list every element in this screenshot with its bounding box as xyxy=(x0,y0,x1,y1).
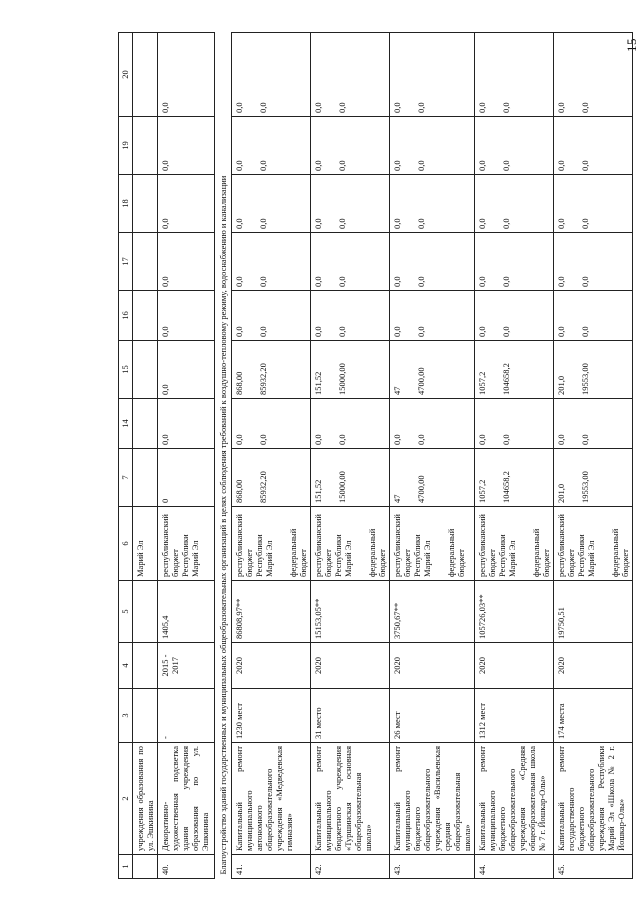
amount-c20-line: 0,0 xyxy=(234,102,244,113)
amount-c14-line: 0,0 xyxy=(313,434,323,445)
amount-c17 xyxy=(158,233,215,291)
amount-c19 xyxy=(311,117,390,175)
amount-c7 xyxy=(232,449,311,507)
amount-c20 xyxy=(133,33,158,117)
amount-c17 xyxy=(390,233,475,291)
capacity: 1312 мест xyxy=(475,689,554,743)
amount-c17-line: 0,0 xyxy=(416,276,426,287)
col-number: 16 xyxy=(119,291,133,341)
col-number: 14 xyxy=(119,399,133,449)
amount-c16 xyxy=(311,291,390,341)
object-name: Капитальный ремонт муниципального бюджетного учреждения «Туршинская основная общеобразовательная школа» xyxy=(311,743,390,855)
amount-c15-line: 0,0 xyxy=(160,384,170,395)
amount-c20 xyxy=(554,33,633,117)
amount-c16 xyxy=(390,291,475,341)
amount-c14 xyxy=(311,399,390,449)
implementation-years: 2015 - 2017 xyxy=(158,643,215,689)
section-heading: Благоустройство зданий государственных и муниципальных общеобразовательных организаций в целях соблюдения требований к воздушно-тепловому режиму, водоснабжению и канализации xyxy=(215,33,232,879)
amount-c16 xyxy=(158,291,215,341)
amount-c18-line: 0,0 xyxy=(392,218,402,229)
amount-c15-line: 85932,20 xyxy=(258,363,268,395)
estimated-cost xyxy=(133,581,158,643)
amount-c19-line: 0,0 xyxy=(258,160,268,171)
funding-source-line: федеральный бюджет xyxy=(367,528,387,577)
page-number: 15 xyxy=(624,38,639,52)
table-row xyxy=(133,33,158,879)
amount-c19 xyxy=(158,117,215,175)
funding-source xyxy=(554,507,633,581)
amount-c7-line: 85932,20 xyxy=(258,471,268,503)
amount-c16-line: 0,0 xyxy=(258,326,268,337)
funding-source xyxy=(158,507,215,581)
funding-source xyxy=(311,507,390,581)
amount-c7-line: 15000,00 xyxy=(337,471,347,503)
col-number: 19 xyxy=(119,117,133,175)
amount-c14 xyxy=(133,399,158,449)
object-name: учреждения образования по ул. Эшкинина xyxy=(133,743,158,855)
amount-c17 xyxy=(232,233,311,291)
amount-c16-line: 0,0 xyxy=(337,326,347,337)
amount-c14-line: 0,0 xyxy=(477,434,487,445)
amount-c19-line: 0,0 xyxy=(313,160,323,171)
amount-c18 xyxy=(158,175,215,233)
amount-c14-line: 0,0 xyxy=(258,434,268,445)
col-number: 3 xyxy=(119,689,133,743)
amount-c19-line: 0,0 xyxy=(337,160,347,171)
col-number: 6 xyxy=(119,507,133,581)
capacity: 1230 мест xyxy=(232,689,311,743)
funding-source xyxy=(475,507,554,581)
amount-c18-line: 0,0 xyxy=(160,218,170,229)
object-name: Капитальный ремонт государственного бюджетного общеобразовательного учреждения Республики Марий Эл «Школа № 2 г. Йошкар-Олы» xyxy=(554,743,633,855)
estimated-cost: 15153,05** xyxy=(311,581,390,643)
col-number: 17 xyxy=(119,233,133,291)
amount-c7-line: 201,0 xyxy=(556,483,566,503)
funding-source-line: республиканский бюджет Республики Марий Эл xyxy=(392,514,432,577)
amount-c18-line: 0,0 xyxy=(337,218,347,229)
table-row xyxy=(158,33,215,879)
funding-source-line: федеральный бюджет xyxy=(446,528,466,577)
amount-c15-line: 47 xyxy=(392,386,402,395)
col-number: 2 xyxy=(119,743,133,855)
implementation-years: 2020 xyxy=(475,643,554,689)
amount-c14-line: 0,0 xyxy=(392,434,402,445)
amount-c14-line: 0,0 xyxy=(337,434,347,445)
row-number: 44. xyxy=(475,855,554,879)
amount-c17-line: 0,0 xyxy=(477,276,487,287)
estimated-cost: 19750,51 xyxy=(554,581,633,643)
amount-c16-line: 0,0 xyxy=(477,326,487,337)
implementation-years xyxy=(133,643,158,689)
amount-c7 xyxy=(311,449,390,507)
funding-source-line: республиканский бюджет Республики Марий Эл xyxy=(234,514,274,577)
capacity: 174 места xyxy=(554,689,633,743)
amount-c16-line: 0,0 xyxy=(556,326,566,337)
amount-c19-line: 0,0 xyxy=(477,160,487,171)
amount-c15-line: 151,52 xyxy=(313,371,323,395)
amount-c20-line: 0,0 xyxy=(160,102,170,113)
amount-c19 xyxy=(475,117,554,175)
amount-c20-line: 0,0 xyxy=(501,102,511,113)
amount-c16 xyxy=(232,291,311,341)
capacity: 31 место xyxy=(311,689,390,743)
amount-c19 xyxy=(133,117,158,175)
amount-c15-line: 4700,00 xyxy=(416,367,426,395)
amount-c7 xyxy=(554,449,633,507)
amount-c20 xyxy=(390,33,475,117)
amount-c7-line: 19553,00 xyxy=(580,471,590,503)
col-number: 18 xyxy=(119,175,133,233)
amount-c14 xyxy=(554,399,633,449)
amount-c18-line: 0,0 xyxy=(416,218,426,229)
amount-c19-line: 0,0 xyxy=(234,160,244,171)
amount-c19-line: 0,0 xyxy=(580,160,590,171)
amount-c20 xyxy=(158,33,215,117)
amount-c20-line: 0,0 xyxy=(337,102,347,113)
amount-c20-line: 0,0 xyxy=(556,102,566,113)
program-table xyxy=(118,32,633,879)
amount-c18 xyxy=(311,175,390,233)
funding-source-line: федеральный бюджет xyxy=(610,528,630,577)
amount-c16 xyxy=(554,291,633,341)
amount-c16-line: 0,0 xyxy=(313,326,323,337)
amount-c7-line: 104658,2 xyxy=(501,471,511,503)
amount-c18-line: 0,0 xyxy=(234,218,244,229)
amount-c14-line: 0,0 xyxy=(416,434,426,445)
row-number: 43. xyxy=(390,855,475,879)
row-number: 42. xyxy=(311,855,390,879)
amount-c15 xyxy=(390,341,475,399)
amount-c7-line: 4700,00 xyxy=(416,475,426,503)
capacity: 26 мест xyxy=(390,689,475,743)
amount-c7 xyxy=(158,449,215,507)
amount-c15 xyxy=(554,341,633,399)
amount-c7 xyxy=(390,449,475,507)
amount-c19 xyxy=(554,117,633,175)
amount-c18 xyxy=(390,175,475,233)
amount-c7-line: 868,00 xyxy=(234,479,244,503)
table-row xyxy=(554,33,633,879)
amount-c19-line: 0,0 xyxy=(556,160,566,171)
amount-c20-line: 0,0 xyxy=(392,102,402,113)
col-number: 5 xyxy=(119,581,133,643)
funding-source xyxy=(133,507,158,581)
amount-c14-line: 0,0 xyxy=(580,434,590,445)
amount-c19-line: 0,0 xyxy=(392,160,402,171)
funding-source xyxy=(232,507,311,581)
amount-c17-line: 0,0 xyxy=(337,276,347,287)
amount-c19-line: 0,0 xyxy=(501,160,511,171)
amount-c17-line: 0,0 xyxy=(234,276,244,287)
estimated-cost: 86808,97** xyxy=(232,581,311,643)
amount-c16 xyxy=(475,291,554,341)
amount-c7-line: 0 xyxy=(160,498,170,503)
rotated-table-page xyxy=(118,33,630,879)
amount-c14 xyxy=(232,399,311,449)
amount-c18-line: 0,0 xyxy=(580,218,590,229)
amount-c16-line: 0,0 xyxy=(501,326,511,337)
row-number: 40. xyxy=(158,855,215,879)
row-number: 45. xyxy=(554,855,633,879)
row-number xyxy=(133,855,158,879)
amount-c7 xyxy=(475,449,554,507)
amount-c18-line: 0,0 xyxy=(477,218,487,229)
funding-source-line: республиканский бюджет Республики Марий Эл xyxy=(477,514,517,577)
amount-c20 xyxy=(475,33,554,117)
amount-c20-line: 0,0 xyxy=(477,102,487,113)
implementation-years: 2020 xyxy=(390,643,475,689)
amount-c18 xyxy=(554,175,633,233)
funding-source-line: республиканский бюджет Республики Марий Эл xyxy=(313,514,353,577)
amount-c18 xyxy=(133,175,158,233)
amount-c20 xyxy=(311,33,390,117)
estimated-cost: 1405,4 xyxy=(158,581,215,643)
amount-c15 xyxy=(232,341,311,399)
amount-c7-line: 47 xyxy=(392,494,402,503)
amount-c14-line: 0,0 xyxy=(234,434,244,445)
capacity xyxy=(133,689,158,743)
amount-c14 xyxy=(390,399,475,449)
amount-c17-line: 0,0 xyxy=(392,276,402,287)
amount-c17 xyxy=(554,233,633,291)
amount-c20-line: 0,0 xyxy=(313,102,323,113)
object-name: Капитальный ремонт муниципального бюджетного общеобразовательного учреждения «Васильевская средняя общеобразовательная школа» xyxy=(390,743,475,855)
amount-c17-line: 0,0 xyxy=(556,276,566,287)
amount-c15 xyxy=(475,341,554,399)
col-number: 1 xyxy=(119,855,133,879)
amount-c18-line: 0,0 xyxy=(556,218,566,229)
amount-c17 xyxy=(311,233,390,291)
table-row xyxy=(311,33,390,879)
amount-c19 xyxy=(232,117,311,175)
funding-source xyxy=(390,507,475,581)
amount-c14 xyxy=(475,399,554,449)
object-name: Декоративно-художественная подсветка здания учреждения образования по ул. Эшкинина xyxy=(158,743,215,855)
amount-c16-line: 0,0 xyxy=(234,326,244,337)
amount-c17 xyxy=(133,233,158,291)
amount-c20 xyxy=(232,33,311,117)
amount-c18-line: 0,0 xyxy=(501,218,511,229)
amount-c16-line: 0,0 xyxy=(416,326,426,337)
amount-c18 xyxy=(232,175,311,233)
amount-c15-line: 104658,2 xyxy=(501,363,511,395)
amount-c7-line: 151,52 xyxy=(313,479,323,503)
col-number: 7 xyxy=(119,449,133,507)
implementation-years: 2020 xyxy=(232,643,311,689)
amount-c14 xyxy=(158,399,215,449)
implementation-years: 2020 xyxy=(554,643,633,689)
funding-source-line: федеральный бюджет xyxy=(288,528,308,577)
amount-c16-line: 0,0 xyxy=(160,326,170,337)
table-row xyxy=(475,33,554,879)
amount-c7 xyxy=(133,449,158,507)
amount-c20-line: 0,0 xyxy=(258,102,268,113)
amount-c19-line: 0,0 xyxy=(416,160,426,171)
amount-c15-line: 15000,00 xyxy=(337,363,347,395)
table-row xyxy=(232,33,311,879)
amount-c14-line: 0,0 xyxy=(556,434,566,445)
implementation-years: 2020 xyxy=(311,643,390,689)
amount-c19-line: 0,0 xyxy=(160,160,170,171)
estimated-cost: 3750,67** xyxy=(390,581,475,643)
amount-c15-line: 1057,2 xyxy=(477,371,487,395)
amount-c16 xyxy=(133,291,158,341)
estimated-cost: 105726,03** xyxy=(475,581,554,643)
col-number: 20 xyxy=(119,33,133,117)
amount-c17-line: 0,0 xyxy=(313,276,323,287)
table-row xyxy=(390,33,475,879)
amount-c15 xyxy=(311,341,390,399)
object-name: Капитальный ремонт муниципального бюджетного общеобразовательного учреждения «Средняя общеобразовательная школа № 7 г. Йошкар-Олы» xyxy=(475,743,554,855)
amount-c16-line: 0,0 xyxy=(392,326,402,337)
amount-c18 xyxy=(475,175,554,233)
amount-c18-line: 0,0 xyxy=(313,218,323,229)
amount-c14-line: 0,0 xyxy=(160,434,170,445)
amount-c18-line: 0,0 xyxy=(258,218,268,229)
amount-c16-line: 0,0 xyxy=(580,326,590,337)
amount-c17-line: 0,0 xyxy=(258,276,268,287)
row-number: 41. xyxy=(232,855,311,879)
amount-c17-line: 0,0 xyxy=(160,276,170,287)
funding-source-line: Марий Эл xyxy=(135,540,145,577)
amount-c15-line: 19553,00 xyxy=(580,363,590,395)
amount-c17-line: 0,0 xyxy=(580,276,590,287)
funding-source-line: республиканский бюджет Республики Марий Эл xyxy=(160,514,200,577)
amount-c15-line: 201,0 xyxy=(556,375,566,395)
col-number: 15 xyxy=(119,341,133,399)
amount-c17-line: 0,0 xyxy=(501,276,511,287)
amount-c15-line: 868,00 xyxy=(234,371,244,395)
col-number: 4 xyxy=(119,643,133,689)
funding-source-line: федеральный бюджет xyxy=(531,528,551,577)
amount-c20-line: 0,0 xyxy=(416,102,426,113)
capacity: - xyxy=(158,689,215,743)
amount-c20-line: 0,0 xyxy=(580,102,590,113)
amount-c7-line: 1057,2 xyxy=(477,479,487,503)
section-row xyxy=(215,33,232,879)
funding-source-line: республиканский бюджет Республики Марий Эл xyxy=(556,514,596,577)
amount-c17 xyxy=(475,233,554,291)
object-name: Капитальный ремонт муниципального автономного общеобразовательного учреждения «Медведевская гимназия» xyxy=(232,743,311,855)
amount-c14-line: 0,0 xyxy=(501,434,511,445)
column-number-row xyxy=(119,33,133,879)
amount-c15 xyxy=(133,341,158,399)
table-body xyxy=(133,33,633,879)
amount-c19 xyxy=(390,117,475,175)
amount-c15 xyxy=(158,341,215,399)
